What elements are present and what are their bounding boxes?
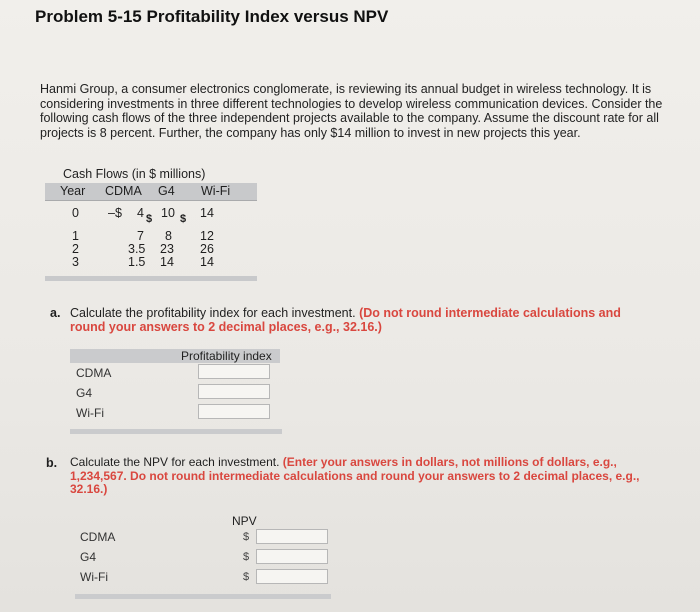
pi-input-wifi[interactable] — [198, 404, 270, 419]
pi-input-cdma[interactable] — [198, 364, 270, 379]
cell-wifi-3: 14 — [200, 255, 214, 269]
cell-wifi-1: 12 — [200, 229, 214, 243]
cell-g4-0: 10 — [161, 206, 175, 220]
npv-input-wifi[interactable] — [256, 569, 328, 584]
npv-row-label-g4: G4 — [80, 550, 97, 564]
npv-row-label-cdma: CDMA — [80, 530, 116, 544]
pi-row-label-cdma: CDMA — [76, 366, 112, 380]
cash-flows-caption: Cash Flows (in $ millions) — [63, 167, 206, 181]
header-year: Year — [60, 184, 86, 198]
pi-column-header: Profitability index — [181, 349, 272, 363]
part-a-text: Calculate the profitability index for each investment. — [70, 306, 356, 320]
pi-table-footer — [70, 429, 282, 434]
npv-row-label-wifi: Wi-Fi — [80, 570, 108, 584]
cell-cdma-2: 3.5 — [128, 242, 146, 256]
part-b-label: b. — [46, 456, 58, 470]
cell-year-0: 0 — [72, 206, 79, 220]
part-a-label: a. — [50, 306, 61, 320]
npv-table-footer — [75, 594, 331, 599]
header-cdma: CDMA — [105, 184, 142, 198]
cell-wifi-0-prefix: $ — [180, 213, 187, 225]
cell-wifi-2: 26 — [200, 242, 214, 256]
cell-cdma-0-prefix: –$ — [108, 206, 122, 220]
cell-g4-2: 23 — [160, 242, 174, 256]
pi-row-label-g4: G4 — [76, 386, 93, 400]
part-b-text: Calculate the NPV for each investment. — [70, 455, 280, 469]
page-title: Problem 5-15 Profitability Index versus NPV — [35, 7, 389, 26]
header-g4: G4 — [158, 184, 175, 198]
part-a-question — [70, 306, 640, 334]
cell-year-3: 3 — [72, 255, 79, 269]
part-b-instruction: (Enter your answers in dollars, not millions of dollars, e.g., 1,234,567. Do not round intermediate calculations and round your answers to 2 decimal places, e.g., 32.16.) — [70, 455, 640, 496]
npv-dollar-g4: $ — [243, 551, 250, 563]
cell-cdma-0: 4 — [137, 206, 144, 220]
problem-intro: Hanmi Group, a consumer electronics conglomerate, is reviewing its annual budget in wireless technology. It is considering investments in three different technologies to develop wireless communication devices. Consider the following cash flows of the three independent projects available to the company. Assume the discount rate for all projects is 8 percent. Further, the company has only $14 million to invest in new projects this year. — [40, 82, 663, 140]
header-wifi: Wi-Fi — [201, 184, 231, 198]
cell-g4-3: 14 — [160, 255, 174, 269]
pi-row-label-wifi: Wi-Fi — [76, 406, 104, 420]
cell-g4-0-prefix: $ — [146, 213, 153, 225]
npv-column-header: NPV — [232, 514, 257, 528]
cell-cdma-1: 7 — [137, 229, 144, 243]
npv-dollar-cdma: $ — [243, 531, 250, 543]
cell-wifi-0: 14 — [200, 206, 214, 220]
npv-dollar-wifi: $ — [243, 571, 250, 583]
npv-input-g4[interactable] — [256, 549, 328, 564]
cash-flows-footer — [45, 276, 257, 281]
part-a-instruction: (Do not round intermediate calculations and round your answers to 2 decimal places, e.g., 32.16.) — [70, 306, 621, 334]
pi-input-g4[interactable] — [198, 384, 270, 399]
cell-g4-1: 8 — [165, 229, 172, 243]
npv-table-header — [75, 514, 331, 528]
npv-input-cdma[interactable] — [256, 529, 328, 544]
cell-year-2: 2 — [72, 242, 79, 256]
part-b-question — [70, 456, 650, 497]
cell-cdma-3: 1.5 — [128, 255, 146, 269]
cash-flows-header — [45, 183, 257, 201]
cell-year-1: 1 — [72, 229, 79, 243]
